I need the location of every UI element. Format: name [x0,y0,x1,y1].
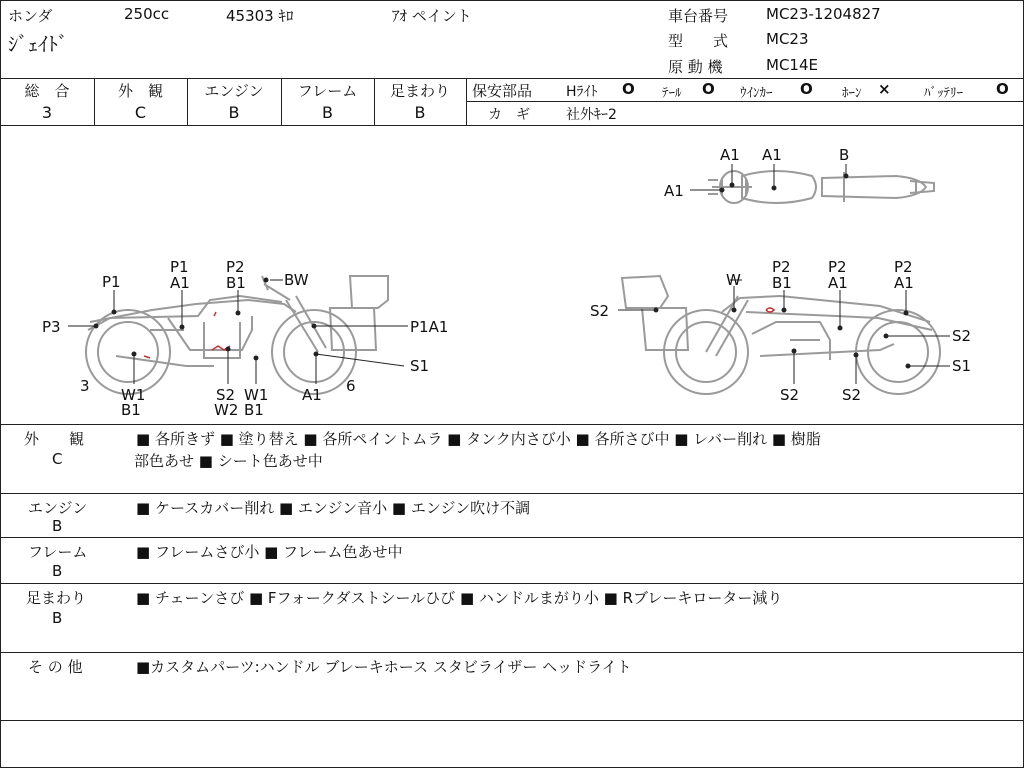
remark-text-frame: ■ フレームさび小 ■ フレーム色あせ中 [136,543,403,561]
label: W1 [244,386,269,404]
displacement: 250cc [124,5,170,23]
divider [0,537,1024,538]
remark-text-suspension: ■ チェーンさび ■ Fフォークダストシールひび ■ ハンドルまがり小 ■ Rブレーキローター減り [136,589,783,607]
label: P3 [42,318,61,336]
engine-model-label: 原 動 機 [668,58,723,76]
label: B1 [244,401,264,419]
key-value: 社外ｷｰ2 [566,107,617,123]
remark-text-exterior: ■ 各所きず ■ 塗り替え ■ 各所ペイントムラ ■ タンク内さび小 ■ 各所さび中 ■ レバー削れ ■ 樹脂 [136,430,821,448]
battery-label: ﾊﾞｯﾃﾘｰ [924,86,963,101]
remark-text-other: ■カスタムパーツ:ハンドル ブレーキホース スタビライザー ヘッドライト [136,658,632,676]
scratch-mark [144,356,150,358]
taillight-label: ﾃｰﾙ [662,86,682,101]
divider [0,493,1024,494]
label: P2 [772,258,791,276]
frame-label: フレーム [297,82,358,100]
headlight-status: O [622,80,635,98]
taillight-status: O [702,80,715,98]
label: A1 [828,274,848,292]
bike-top-view [708,171,934,203]
label: A1 [762,146,782,164]
label: P1 [102,273,121,291]
suspension-grade: B [414,103,426,122]
bike-left-side [86,276,388,394]
label: S1 [410,357,430,375]
engine-label: エンジン [204,82,264,100]
label: W1 [121,386,146,404]
divider [0,652,1024,653]
safety-label: 保安部品 [472,82,533,100]
scratch-mark [214,312,216,316]
label: A1 [170,274,190,292]
label: BW [284,271,309,289]
remark-grade-frame: B [52,562,63,580]
divider [466,101,1024,102]
headlight-label: Hﾗｲﾄ [566,84,598,100]
scratch-mark [766,308,774,312]
horn-status: × [878,80,891,98]
label: W [726,271,741,289]
divider [466,78,467,125]
winker-status: O [800,80,813,98]
mileage: 45303 ｷﾛ [226,7,294,25]
engine-grade: B [228,103,240,122]
horn-label: ﾎｰﾝ [842,86,862,101]
label: P2 [894,258,913,276]
model-name: ｼﾞｪｲﾄﾞ [8,32,68,56]
label: S2 [952,327,972,345]
type-value: MC23 [766,30,809,48]
label: A1 [720,146,740,164]
label: P1 [170,258,189,276]
label: S2 [216,386,236,404]
exterior-grade: C [134,103,147,122]
label: A1 [664,182,684,200]
battery-status: O [996,80,1009,98]
label: A1 [894,274,914,292]
remark-label-exterior: 外 観 [24,430,85,448]
exterior-label: 外 観 [117,82,163,100]
remark-text-exterior-cont: 部色あせ ■ シート色あせ中 [134,452,323,470]
remark-text-engine: ■ ケースカバー削れ ■ エンジン音小 ■ エンジン吹け不調 [136,499,531,517]
overall-label: 総 合 [24,82,70,100]
label: 6 [346,377,356,395]
frame-no-label: 車台番号 [668,7,729,25]
damage-diagram [0,126,1024,426]
engine-model: MC14E [766,56,818,74]
frame-no: MC23-1204827 [766,5,881,23]
label: P1A1 [410,318,449,336]
remark-label-engine: エンジン [28,499,88,517]
frame-grade: B [322,103,333,122]
label: B1 [772,274,792,292]
type-label: 型 式 [668,32,729,50]
remark-label-other: そ の 他 [28,658,83,676]
label: A1 [302,386,322,404]
label: B [839,146,850,164]
divider [0,720,1024,721]
label: S2 [842,386,862,404]
key-label: カ ギ [488,107,530,123]
label: B1 [226,274,246,292]
label: P2 [828,258,847,276]
remark-label-suspension: 足まわり [26,589,87,607]
label: S2 [780,386,800,404]
winker-label: ｳｲﾝｶｰ [740,86,773,101]
remark-grade-exterior: C [52,450,63,468]
divider [0,583,1024,584]
remark-grade-suspension: B [52,609,63,627]
label: S1 [952,357,972,375]
maker: ホンダ [8,7,53,25]
label: P2 [226,258,245,276]
overall-grade: 3 [41,103,53,122]
label: W2 [214,401,239,419]
suspension-label: 足まわり [389,82,450,100]
remark-label-frame: フレーム [28,543,88,561]
body-color: ｱｵ ペイント [392,7,472,25]
bike-right-side [622,276,940,394]
remark-grade-engine: B [52,517,63,535]
label: 3 [80,377,90,395]
label: S2 [590,302,610,320]
divider [0,78,1024,79]
label: B1 [121,401,141,419]
